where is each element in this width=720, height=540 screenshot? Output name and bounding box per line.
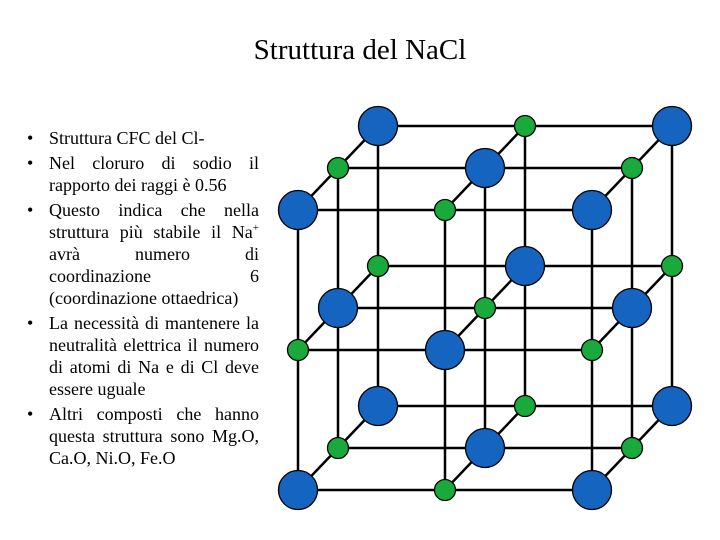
large-atom-icon <box>466 149 505 188</box>
small-atom-icon <box>662 256 683 277</box>
small-atom-icon <box>622 438 643 459</box>
large-atom-icon <box>279 191 318 230</box>
large-atom-icon <box>426 331 465 370</box>
bullet-text: Nel cloruro di sodio il rapporto dei raggi è 0.56 <box>49 153 259 195</box>
bullet-text: La necessità di mantenere la neutralità elettrica il numero di atomi di Na e di Cl deve essere uguale <box>49 313 259 399</box>
large-atom-icon <box>319 289 358 328</box>
small-atom-icon <box>622 158 643 179</box>
bullet-superscript: + <box>252 222 259 234</box>
small-atom-icon <box>582 340 603 361</box>
bullet-text: Struttura CFC del Cl- <box>49 128 205 148</box>
large-atom-icon <box>279 471 318 510</box>
small-atom-icon <box>435 200 456 221</box>
large-atom-icon <box>506 247 545 286</box>
large-atom-icon <box>359 387 398 426</box>
large-atom-icon <box>466 429 505 468</box>
bullet-dot-icon: • <box>27 153 34 173</box>
large-atom-icon <box>653 107 692 146</box>
bullet-dot-icon: • <box>27 313 34 333</box>
small-atom-icon <box>515 116 536 137</box>
large-atom-icon <box>653 387 692 426</box>
bullet-dot-icon: • <box>27 404 34 424</box>
bullet-text: Altri composti che hanno questa struttura sono Mg.O, Ca.O, Ni.O, Fe.O <box>49 404 259 468</box>
bullet-text: Questo indica che nella struttura più stabile il Na <box>49 200 259 242</box>
small-atom-icon <box>328 438 349 459</box>
large-atom-icon <box>613 289 652 328</box>
bullet-text-continued: avrà numero di coordinazione 6 (coordinazione ottaedrica) <box>49 244 259 308</box>
large-atom-icon <box>573 191 612 230</box>
small-atom-icon <box>475 298 496 319</box>
small-atom-icon <box>328 158 349 179</box>
small-atom-icon <box>288 340 309 361</box>
large-atom-icon <box>573 471 612 510</box>
small-atom-icon <box>368 256 389 277</box>
large-atom-icon <box>359 107 398 146</box>
bullet-dot-icon: • <box>27 128 34 148</box>
small-atom-icon <box>435 480 456 501</box>
small-atom-icon <box>515 396 536 417</box>
lattice-atoms <box>279 107 692 510</box>
slide-title: Struttura del NaCl <box>253 34 467 66</box>
bullet-dot-icon: • <box>27 200 34 220</box>
